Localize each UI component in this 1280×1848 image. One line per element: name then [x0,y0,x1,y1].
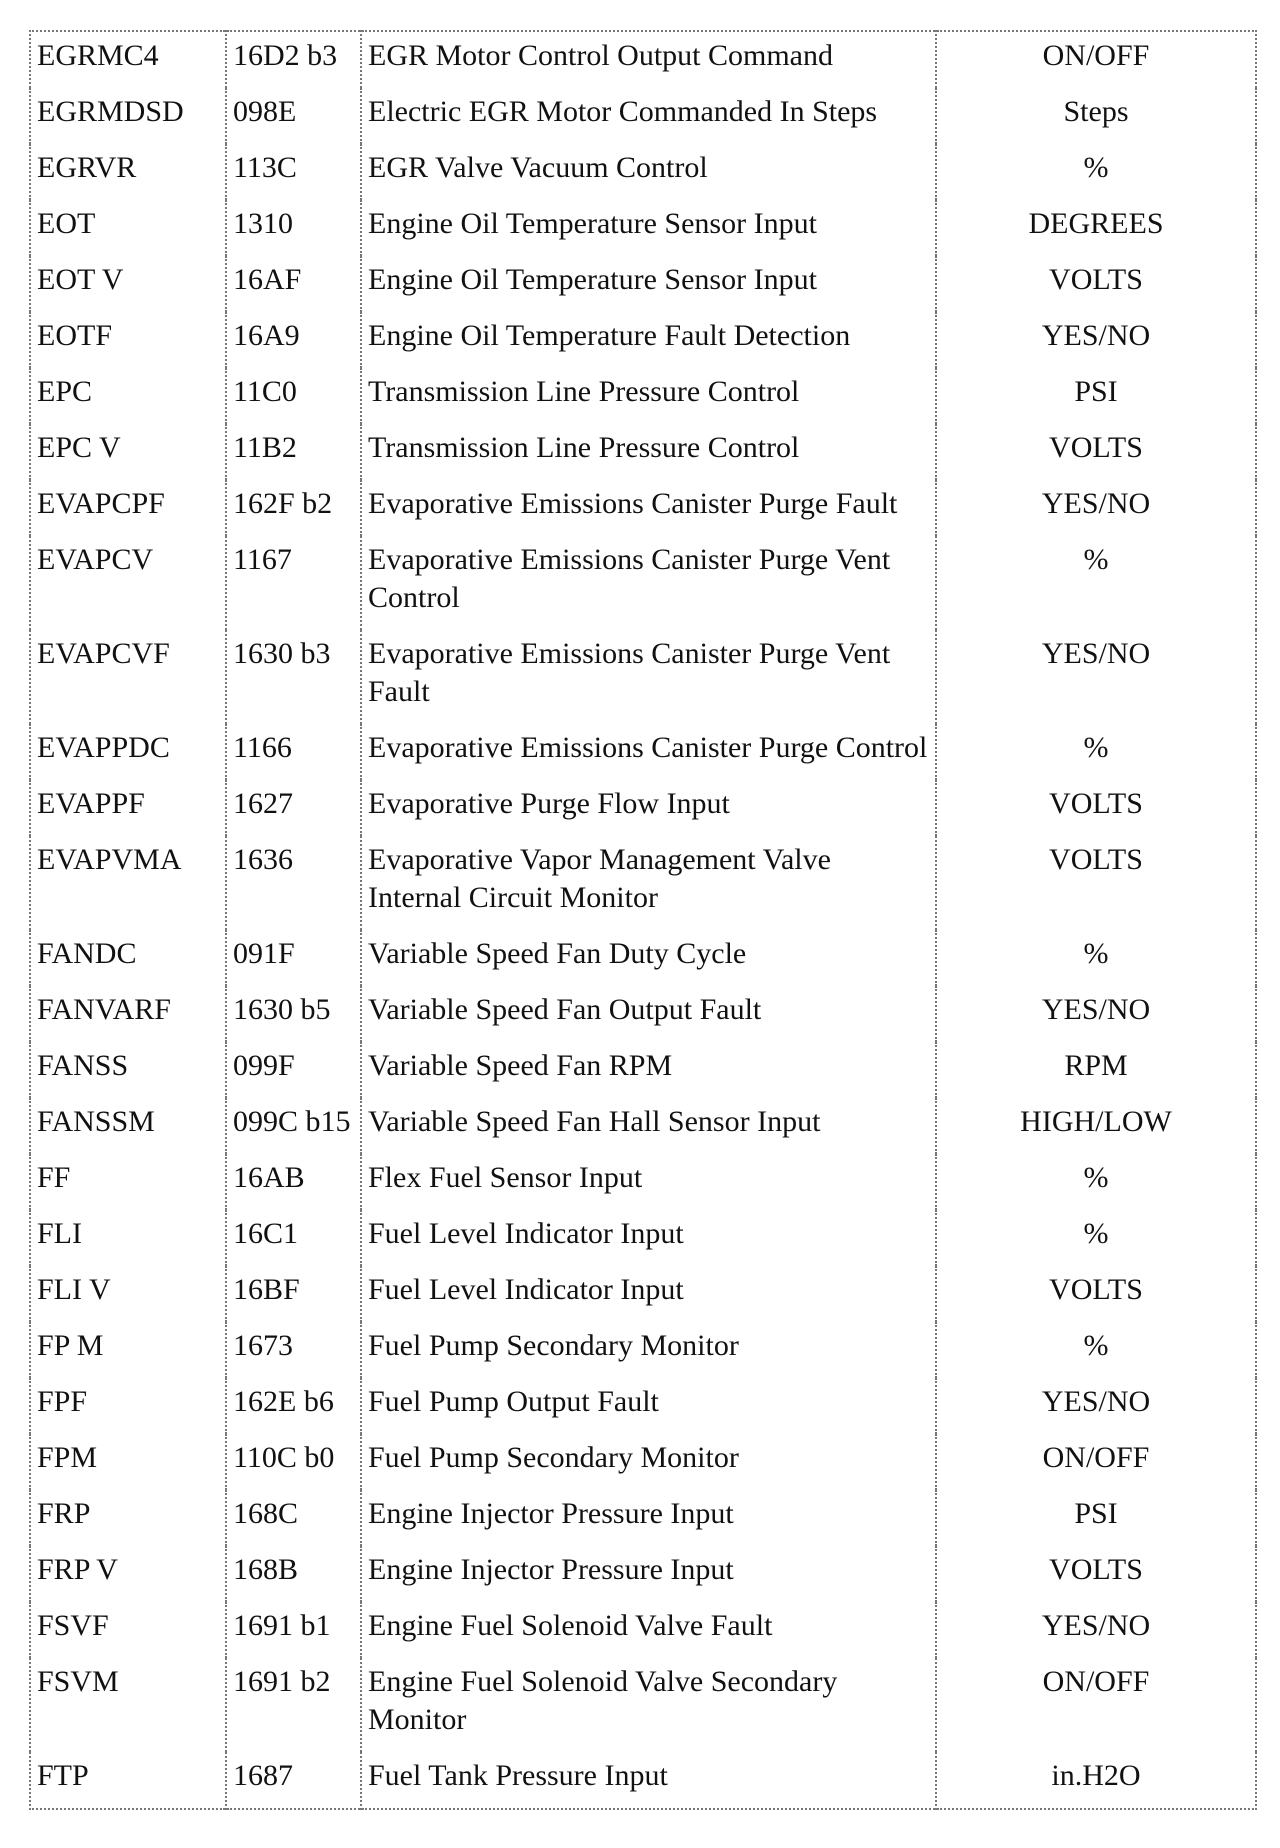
cell-code: EVAPCPF [37,487,165,520]
cell-unit: YES/NO [936,1602,1256,1658]
cell-code: FP M [37,1329,104,1362]
table-row [30,1752,1256,1809]
cell-unit: VOLTS [936,256,1256,312]
cell-unit: HIGH/LOW [936,1098,1256,1154]
table-row [30,536,1256,630]
table-row [30,780,1256,836]
cell-code: EVAPPF [37,787,145,820]
table-row [30,836,1256,930]
table-row [30,200,1256,256]
cell-unit: ON/OFF [936,1434,1256,1490]
cell-id: 16D2 b3 [226,31,361,88]
cell-id: 162F b2 [226,480,361,536]
cell-code: FSVF [37,1609,109,1642]
cell-code: FRP [37,1497,91,1530]
cell-description: Variable Speed Fan Output Fault [361,986,936,1042]
cell-description: Variable Speed Fan RPM [361,1042,936,1098]
cell-description: Transmission Line Pressure Control [361,368,936,424]
cell-unit: RPM [936,1042,1256,1098]
cell-description: Evaporative Vapor Management Valve Internal Circuit Monitor [361,836,936,930]
cell-id: 16AF [226,256,361,312]
table-row [30,1266,1256,1322]
cell-description: Fuel Level Indicator Input [361,1266,936,1322]
cell-unit: % [936,536,1256,630]
table-row [30,630,1256,724]
cell-description: Engine Injector Pressure Input [361,1490,936,1546]
table-row [30,1546,1256,1602]
cell-code: EVAPPDC [37,731,170,764]
cell-description: Fuel Tank Pressure Input [361,1752,936,1809]
cell-unit: VOLTS [936,1266,1256,1322]
cell-id: 098E [226,88,361,144]
cell-description: EGR Motor Control Output Command [361,31,936,88]
cell-code: EGRVR [37,151,137,184]
cell-code: FLI V [37,1273,111,1306]
cell-description: Variable Speed Fan Duty Cycle [361,930,936,986]
cell-code: EVAPCVF [37,637,170,670]
cell-description: Variable Speed Fan Hall Sensor Input [361,1098,936,1154]
table-row [30,1658,1256,1752]
cell-unit: VOLTS [936,424,1256,480]
cell-code: EPC V [37,431,121,464]
cell-description: Fuel Pump Secondary Monitor [361,1322,936,1378]
cell-description: Evaporative Emissions Canister Purge Vent Control [361,536,936,630]
cell-code: FSVM [37,1665,119,1698]
table-row [30,724,1256,780]
cell-code: FF [37,1161,71,1194]
table-row [30,480,1256,536]
cell-description: Fuel Level Indicator Input [361,1210,936,1266]
cell-id: 099F [226,1042,361,1098]
cell-code: EGRMC4 [37,39,159,72]
cell-code: EVAPVMA [37,843,182,876]
table-row [30,312,1256,368]
cell-id: 11B2 [226,424,361,480]
table-row [30,144,1256,200]
table-row [30,1154,1256,1210]
cell-id: 16BF [226,1266,361,1322]
cell-code: FTP [37,1759,89,1792]
cell-code: EVAPCV [37,543,154,576]
cell-id: 1166 [226,724,361,780]
table-row [30,1434,1256,1490]
cell-unit: % [936,1154,1256,1210]
cell-unit: % [936,930,1256,986]
cell-code: FLI [37,1217,82,1250]
parameter-table [29,30,1257,1810]
cell-description: Fuel Pump Secondary Monitor [361,1434,936,1490]
parameter-table-body [30,31,1256,1809]
cell-id: 1687 [226,1752,361,1809]
cell-id: 162E b6 [226,1378,361,1434]
cell-description: Engine Injector Pressure Input [361,1546,936,1602]
cell-code: FRP V [37,1553,118,1586]
cell-unit: % [936,724,1256,780]
cell-unit: YES/NO [936,480,1256,536]
cell-unit: % [936,1322,1256,1378]
cell-unit: ON/OFF [936,31,1256,88]
table-row [30,1098,1256,1154]
table-row [30,424,1256,480]
table-row [30,1490,1256,1546]
table-row [30,1322,1256,1378]
cell-description: Flex Fuel Sensor Input [361,1154,936,1210]
cell-id: 099C b15 [226,1098,361,1154]
cell-unit: VOLTS [936,1546,1256,1602]
cell-id: 1636 [226,836,361,930]
cell-code: EOT V [37,263,124,296]
table-row [30,1378,1256,1434]
cell-unit: in.H2O [936,1752,1256,1809]
cell-description: Evaporative Emissions Canister Purge Fault [361,480,936,536]
cell-id: 1310 [226,200,361,256]
table-row [30,31,1256,88]
cell-code: FPM [37,1441,98,1474]
cell-id: 16AB [226,1154,361,1210]
cell-description: Engine Oil Temperature Sensor Input [361,200,936,256]
cell-code: EPC [37,375,93,408]
cell-code: FANSSM [37,1105,155,1138]
cell-unit: VOLTS [936,836,1256,930]
table-row [30,368,1256,424]
cell-code: FANDC [37,937,137,970]
cell-code: FANVARF [37,993,171,1026]
parameter-table-container [29,30,1255,1810]
cell-code: EGRMDSD [37,95,184,128]
cell-description: EGR Valve Vacuum Control [361,144,936,200]
cell-code: FANSS [37,1049,129,1082]
cell-unit: YES/NO [936,312,1256,368]
cell-code: FPF [37,1385,88,1418]
cell-id: 1673 [226,1322,361,1378]
table-row [30,986,1256,1042]
cell-id: 16C1 [226,1210,361,1266]
cell-id: 1691 b2 [226,1658,361,1752]
table-row [30,930,1256,986]
table-row [30,256,1256,312]
cell-description: Engine Fuel Solenoid Valve Secondary Monitor [361,1658,936,1752]
cell-description: Fuel Pump Output Fault [361,1378,936,1434]
cell-code: EOT [37,207,96,240]
cell-unit: % [936,1210,1256,1266]
cell-unit: Steps [936,88,1256,144]
cell-description: Evaporative Emissions Canister Purge Vent Fault [361,630,936,724]
cell-id: 110C b0 [226,1434,361,1490]
cell-description: Evaporative Emissions Canister Purge Control [361,724,936,780]
cell-unit: YES/NO [936,986,1256,1042]
cell-id: 113C [226,144,361,200]
table-row [30,88,1256,144]
cell-unit: YES/NO [936,1378,1256,1434]
table-row [30,1602,1256,1658]
cell-code: EOTF [37,319,112,352]
cell-id: 1630 b5 [226,986,361,1042]
cell-unit: % [936,144,1256,200]
cell-unit: PSI [936,1490,1256,1546]
cell-description: Electric EGR Motor Commanded In Steps [361,88,936,144]
cell-id: 1627 [226,780,361,836]
cell-description: Transmission Line Pressure Control [361,424,936,480]
cell-id: 11C0 [226,368,361,424]
cell-id: 16A9 [226,312,361,368]
cell-unit: PSI [936,368,1256,424]
cell-unit: DEGREES [936,200,1256,256]
cell-description: Engine Fuel Solenoid Valve Fault [361,1602,936,1658]
cell-unit: YES/NO [936,630,1256,724]
table-row [30,1042,1256,1098]
cell-description: Engine Oil Temperature Fault Detection [361,312,936,368]
cell-id: 1167 [226,536,361,630]
cell-id: 091F [226,930,361,986]
cell-description: Evaporative Purge Flow Input [361,780,936,836]
cell-description: Engine Oil Temperature Sensor Input [361,256,936,312]
cell-id: 168B [226,1546,361,1602]
table-row [30,1210,1256,1266]
cell-unit: ON/OFF [936,1658,1256,1752]
cell-id: 1691 b1 [226,1602,361,1658]
cell-id: 1630 b3 [226,630,361,724]
cell-id: 168C [226,1490,361,1546]
cell-unit: VOLTS [936,780,1256,836]
